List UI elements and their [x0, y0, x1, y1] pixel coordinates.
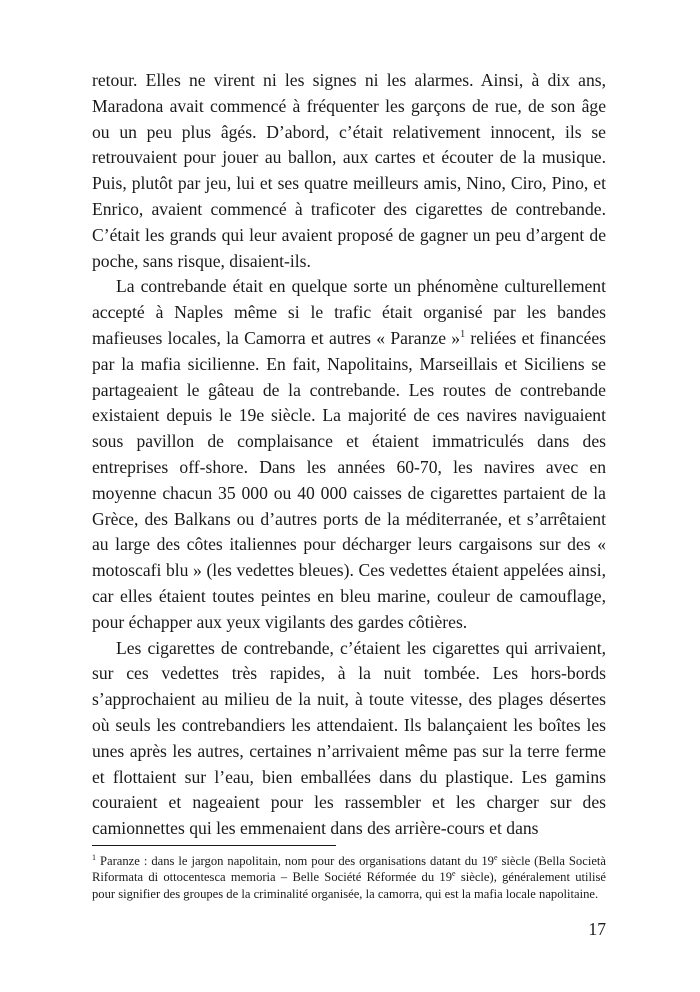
- footnote-text-2: siècle (Bella Società Riformata di ottocentesca memoria – Belle Société Réformée du 19: [92, 854, 607, 885]
- page-number: 17: [588, 919, 606, 939]
- footnote: [92, 853, 606, 902]
- page-body: [92, 68, 606, 842]
- footnote-reference[interactable]: 1: [460, 329, 466, 341]
- paragraph-2: [92, 274, 606, 635]
- footnote-marker: 1: [92, 852, 96, 862]
- footnote-text-3: siècle), généralement utilisé pour signifier des groupes de la criminalité organisée, la camorra, qui est la mafia locale napolitaine.: [92, 870, 606, 901]
- paragraph-2-start: La contrebande était en quelque sorte un phénomène culturellement accepté à Naples même si le trafic était organisé par les bandes mafieuses locales, la Camorra et autres « Paranze »: [92, 276, 606, 348]
- paragraph-2-end: reliées et financées par la mafia sicilienne. En fait, Napolitains, Marseillais et Siciliens se partageaient le gâteau de la contrebande. Les routes de contrebande existaient depuis le 19e siècle. La majorité de ces navires naviguaient sous pavillon de complaisance et étaient immatriculés dans des entreprises off-shore. Dans les années 60-70, les navires avec en moyenne chacun 35 000 ou 40 000 caisses de cigarettes partaient de la Grèce, des Balkans ou d’autres ports de la méditerranée, et s’arrêtaient au large des côtes italiennes pour décharger leurs cargaisons sur des « motoscafi blu » (les vedettes bleues). Ces vedettes étaient appelées ainsi, car elles étaient toutes peintes en bleu marine, couleur de camouflage, pour échapper aux yeux vigilants des gardes côtières.: [92, 327, 606, 632]
- footnote-superscript-1: e: [493, 852, 498, 862]
- footnote-text-1: Paranze : dans le jargon napolitain, nom pour des organisations datant du 19: [96, 854, 494, 868]
- footnote-separator: [92, 845, 336, 846]
- paragraph-1: retour. Elles ne virent ni les signes ni les alarmes. Ainsi, à dix ans, Maradona avait commencé à fréquenter les garçons de rue, de son âge ou un peu plus âgés. D’abord, c’était relativement innocent, ils se retrouvaient pour jouer au ballon, aux cartes et écouter de la musique. Puis, plutôt par jeu, lui et ses quatre meilleurs amis, Nino, Ciro, Pino, et Enrico, avaient commencé à traficoter des cigarettes de contrebande. C’était les grands qui leur avaient proposé de gagner un peu d’argent de poche, sans risque, disaient-ils.: [92, 70, 606, 271]
- footnote-superscript-2: e: [452, 869, 456, 879]
- paragraph-3: Les cigarettes de contrebande, c’étaient les cigarettes qui arrivaient, sur ces vedettes très rapides, à la nuit tombée. Les hors-bords s’approchaient au milieu de la nuit, à toute vitesse, des plages désertes où seuls les contrebandiers les attendaient. Ils balançaient les boîtes les unes après les autres, certaines n’arrivaient même pas sur la terre ferme et flottaient sur l’eau, bien emballées dans du plastique. Les gamins couraient et nageaient pour les rassembler et les charger sur des camionnettes qui les emmenaient dans des arrière-cours et dans: [92, 637, 606, 839]
